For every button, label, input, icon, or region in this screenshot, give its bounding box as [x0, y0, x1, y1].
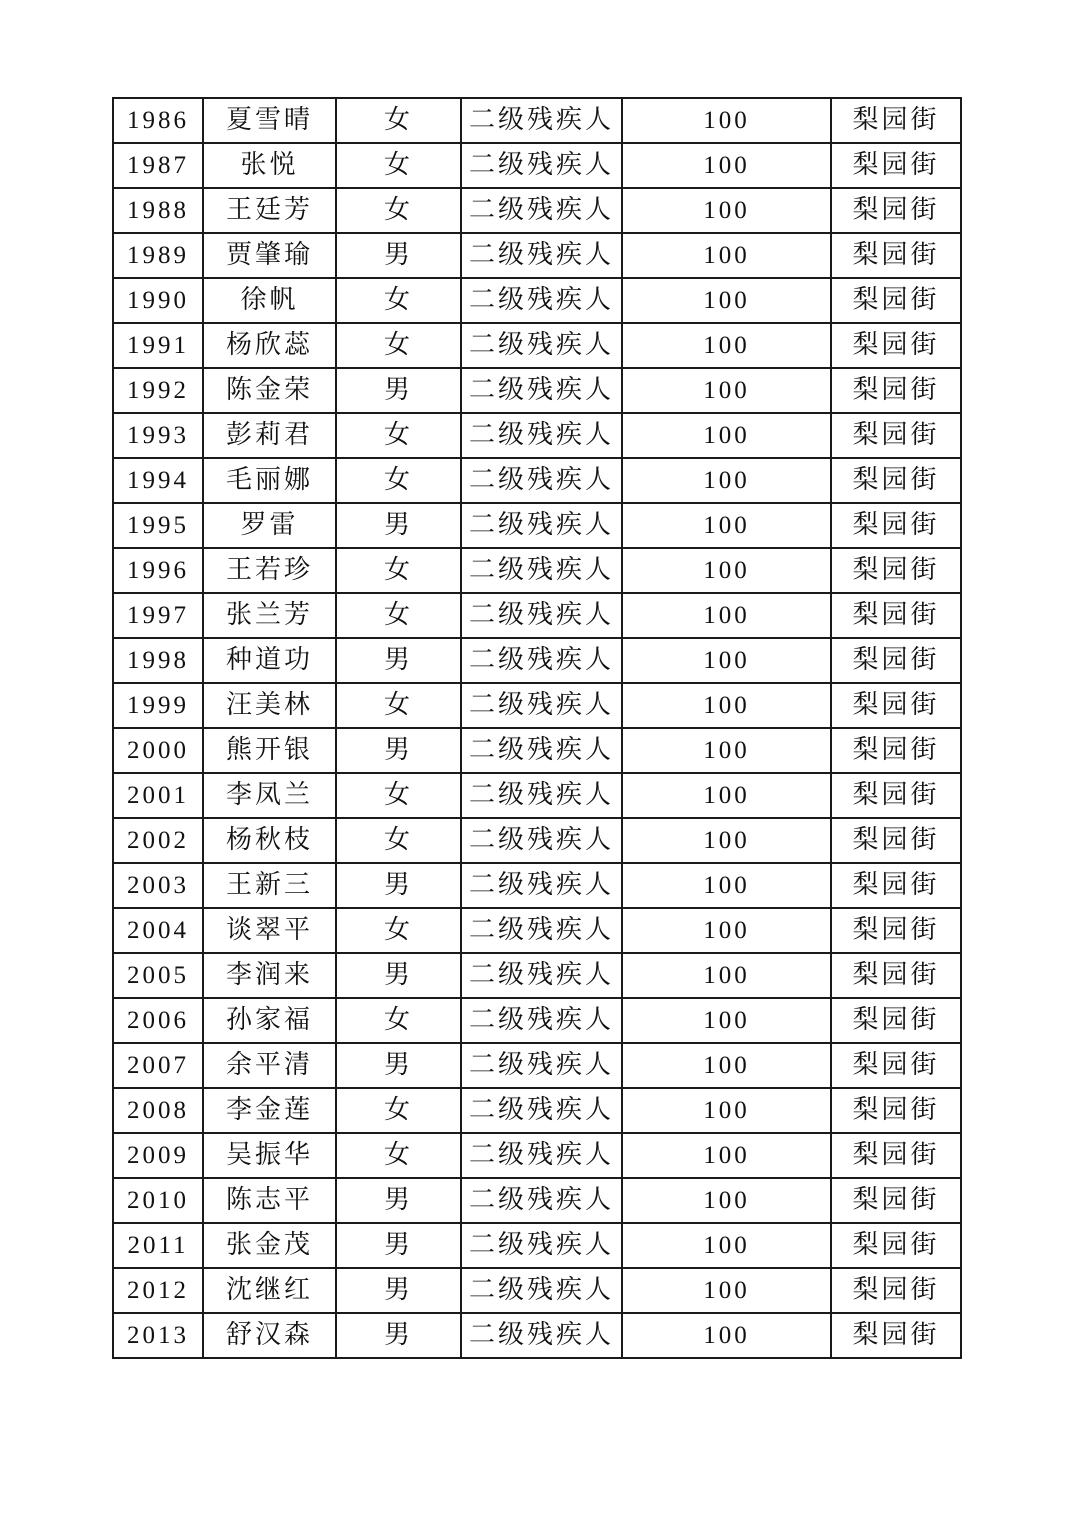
gender-cell: 女: [336, 908, 461, 953]
gender-cell: 女: [336, 98, 461, 143]
table-row: [113, 1223, 961, 1268]
table-row: [113, 323, 961, 368]
name-cell: 陈志平: [203, 1178, 336, 1223]
serial-number-cell: 1989: [113, 233, 203, 278]
serial-number-cell: 1994: [113, 458, 203, 503]
street-cell: 梨园街: [831, 323, 961, 368]
amount-cell: 100: [622, 1178, 831, 1223]
name-cell: 熊开银: [203, 728, 336, 773]
name-cell: 李润来: [203, 953, 336, 998]
street-cell: 梨园街: [831, 368, 961, 413]
table-row: [113, 548, 961, 593]
disability-level-cell: 二级残疾人: [461, 278, 622, 323]
street-cell: 梨园街: [831, 1088, 961, 1133]
serial-number-cell: 2006: [113, 998, 203, 1043]
street-cell: 梨园街: [831, 548, 961, 593]
name-cell: 王廷芳: [203, 188, 336, 233]
street-cell: 梨园街: [831, 1043, 961, 1088]
table-row: [113, 1268, 961, 1313]
amount-cell: 100: [622, 368, 831, 413]
amount-cell: 100: [622, 1313, 831, 1358]
table-row: [113, 1178, 961, 1223]
disability-level-cell: 二级残疾人: [461, 1223, 622, 1268]
disability-level-cell: 二级残疾人: [461, 1178, 622, 1223]
disability-level-cell: 二级残疾人: [461, 188, 622, 233]
name-cell: 舒汉森: [203, 1313, 336, 1358]
table-row: [113, 1313, 961, 1358]
name-cell: 孙家福: [203, 998, 336, 1043]
disability-level-cell: 二级残疾人: [461, 728, 622, 773]
gender-cell: 男: [336, 1223, 461, 1268]
serial-number-cell: 1996: [113, 548, 203, 593]
name-cell: 余平清: [203, 1043, 336, 1088]
serial-number-cell: 2012: [113, 1268, 203, 1313]
disability-level-cell: 二级残疾人: [461, 413, 622, 458]
serial-number-cell: 2004: [113, 908, 203, 953]
street-cell: 梨园街: [831, 98, 961, 143]
amount-cell: 100: [622, 773, 831, 818]
disability-level-cell: 二级残疾人: [461, 1088, 622, 1133]
amount-cell: 100: [622, 1133, 831, 1178]
disability-level-cell: 二级残疾人: [461, 998, 622, 1043]
disability-level-cell: 二级残疾人: [461, 548, 622, 593]
gender-cell: 女: [336, 188, 461, 233]
table-row: [113, 368, 961, 413]
street-cell: 梨园街: [831, 503, 961, 548]
gender-cell: 女: [336, 323, 461, 368]
street-cell: 梨园街: [831, 143, 961, 188]
gender-cell: 女: [336, 998, 461, 1043]
table-row: [113, 593, 961, 638]
name-cell: 徐帆: [203, 278, 336, 323]
amount-cell: 100: [622, 998, 831, 1043]
street-cell: 梨园街: [831, 683, 961, 728]
table-row: [113, 98, 961, 143]
gender-cell: 男: [336, 368, 461, 413]
street-cell: 梨园街: [831, 1178, 961, 1223]
serial-number-cell: 1990: [113, 278, 203, 323]
table-row: [113, 503, 961, 548]
disability-level-cell: 二级残疾人: [461, 143, 622, 188]
serial-number-cell: 2013: [113, 1313, 203, 1358]
amount-cell: 100: [622, 458, 831, 503]
street-cell: 梨园街: [831, 593, 961, 638]
gender-cell: 女: [336, 548, 461, 593]
disability-level-cell: 二级残疾人: [461, 503, 622, 548]
street-cell: 梨园街: [831, 863, 961, 908]
gender-cell: 女: [336, 1133, 461, 1178]
name-cell: 谈翠平: [203, 908, 336, 953]
table-row: [113, 773, 961, 818]
table-row: [113, 458, 961, 503]
gender-cell: 男: [336, 728, 461, 773]
street-cell: 梨园街: [831, 233, 961, 278]
serial-number-cell: 2008: [113, 1088, 203, 1133]
table-body: [113, 98, 961, 1358]
disability-level-cell: 二级残疾人: [461, 1133, 622, 1178]
name-cell: 张金茂: [203, 1223, 336, 1268]
name-cell: 毛丽娜: [203, 458, 336, 503]
gender-cell: 女: [336, 593, 461, 638]
gender-cell: 男: [336, 1313, 461, 1358]
table-row: [113, 1043, 961, 1088]
table-row: [113, 278, 961, 323]
street-cell: 梨园街: [831, 638, 961, 683]
gender-cell: 男: [336, 953, 461, 998]
table-row: [113, 638, 961, 683]
disability-level-cell: 二级残疾人: [461, 638, 622, 683]
disability-level-cell: 二级残疾人: [461, 458, 622, 503]
gender-cell: 男: [336, 503, 461, 548]
serial-number-cell: 2009: [113, 1133, 203, 1178]
amount-cell: 100: [622, 1223, 831, 1268]
name-cell: 贾肇瑜: [203, 233, 336, 278]
name-cell: 吴振华: [203, 1133, 336, 1178]
serial-number-cell: 1988: [113, 188, 203, 233]
name-cell: 杨秋枝: [203, 818, 336, 863]
street-cell: 梨园街: [831, 773, 961, 818]
table-row: [113, 188, 961, 233]
amount-cell: 100: [622, 818, 831, 863]
amount-cell: 100: [622, 548, 831, 593]
gender-cell: 女: [336, 773, 461, 818]
name-cell: 杨欣蕊: [203, 323, 336, 368]
gender-cell: 女: [336, 818, 461, 863]
street-cell: 梨园街: [831, 998, 961, 1043]
table-row: [113, 953, 961, 998]
gender-cell: 男: [336, 638, 461, 683]
serial-number-cell: 2003: [113, 863, 203, 908]
table-row: [113, 143, 961, 188]
table-row: [113, 1133, 961, 1178]
disability-level-cell: 二级残疾人: [461, 98, 622, 143]
name-cell: 沈继红: [203, 1268, 336, 1313]
serial-number-cell: 1992: [113, 368, 203, 413]
amount-cell: 100: [622, 638, 831, 683]
amount-cell: 100: [622, 908, 831, 953]
disability-level-cell: 二级残疾人: [461, 818, 622, 863]
disability-level-cell: 二级残疾人: [461, 593, 622, 638]
amount-cell: 100: [622, 188, 831, 233]
disability-level-cell: 二级残疾人: [461, 323, 622, 368]
amount-cell: 100: [622, 863, 831, 908]
serial-number-cell: 1991: [113, 323, 203, 368]
disability-level-cell: 二级残疾人: [461, 908, 622, 953]
street-cell: 梨园街: [831, 1223, 961, 1268]
street-cell: 梨园街: [831, 818, 961, 863]
name-cell: 张悦: [203, 143, 336, 188]
gender-cell: 男: [336, 863, 461, 908]
disability-level-cell: 二级残疾人: [461, 773, 622, 818]
table-row: [113, 728, 961, 773]
name-cell: 罗雷: [203, 503, 336, 548]
table-row: [113, 863, 961, 908]
disability-level-cell: 二级残疾人: [461, 233, 622, 278]
amount-cell: 100: [622, 278, 831, 323]
disability-level-cell: 二级残疾人: [461, 368, 622, 413]
table-row: [113, 413, 961, 458]
street-cell: 梨园街: [831, 1268, 961, 1313]
name-cell: 汪美林: [203, 683, 336, 728]
name-cell: 王新三: [203, 863, 336, 908]
serial-number-cell: 1995: [113, 503, 203, 548]
gender-cell: 女: [336, 458, 461, 503]
amount-cell: 100: [622, 683, 831, 728]
serial-number-cell: 2001: [113, 773, 203, 818]
serial-number-cell: 1997: [113, 593, 203, 638]
table-row: [113, 908, 961, 953]
table-row: [113, 998, 961, 1043]
name-cell: 陈金荣: [203, 368, 336, 413]
name-cell: 王若珍: [203, 548, 336, 593]
table-row: [113, 818, 961, 863]
amount-cell: 100: [622, 728, 831, 773]
serial-number-cell: 2011: [113, 1223, 203, 1268]
name-cell: 张兰芳: [203, 593, 336, 638]
serial-number-cell: 1999: [113, 683, 203, 728]
serial-number-cell: 2005: [113, 953, 203, 998]
serial-number-cell: 2007: [113, 1043, 203, 1088]
amount-cell: 100: [622, 143, 831, 188]
table-row: [113, 233, 961, 278]
amount-cell: 100: [622, 1088, 831, 1133]
gender-cell: 男: [336, 233, 461, 278]
name-cell: 彭莉君: [203, 413, 336, 458]
street-cell: 梨园街: [831, 188, 961, 233]
gender-cell: 男: [336, 1178, 461, 1223]
disability-level-cell: 二级残疾人: [461, 953, 622, 998]
table-row: [113, 683, 961, 728]
amount-cell: 100: [622, 98, 831, 143]
disability-level-cell: 二级残疾人: [461, 1268, 622, 1313]
street-cell: 梨园街: [831, 953, 961, 998]
amount-cell: 100: [622, 953, 831, 998]
disability-level-cell: 二级残疾人: [461, 1313, 622, 1358]
street-cell: 梨园街: [831, 728, 961, 773]
gender-cell: 男: [336, 1268, 461, 1313]
table-row: [113, 1088, 961, 1133]
name-cell: 李金莲: [203, 1088, 336, 1133]
disability-level-cell: 二级残疾人: [461, 683, 622, 728]
serial-number-cell: 1987: [113, 143, 203, 188]
subsidy-table-container: [112, 97, 960, 1359]
name-cell: 种道功: [203, 638, 336, 683]
street-cell: 梨园街: [831, 278, 961, 323]
amount-cell: 100: [622, 1043, 831, 1088]
subsidy-table: [112, 97, 962, 1359]
amount-cell: 100: [622, 503, 831, 548]
serial-number-cell: 2002: [113, 818, 203, 863]
gender-cell: 女: [336, 143, 461, 188]
gender-cell: 女: [336, 683, 461, 728]
gender-cell: 女: [336, 413, 461, 458]
street-cell: 梨园街: [831, 413, 961, 458]
serial-number-cell: 1998: [113, 638, 203, 683]
street-cell: 梨园街: [831, 458, 961, 503]
serial-number-cell: 2010: [113, 1178, 203, 1223]
street-cell: 梨园街: [831, 1133, 961, 1178]
amount-cell: 100: [622, 1268, 831, 1313]
street-cell: 梨园街: [831, 1313, 961, 1358]
serial-number-cell: 1993: [113, 413, 203, 458]
name-cell: 李凤兰: [203, 773, 336, 818]
amount-cell: 100: [622, 413, 831, 458]
serial-number-cell: 2000: [113, 728, 203, 773]
serial-number-cell: 1986: [113, 98, 203, 143]
disability-level-cell: 二级残疾人: [461, 863, 622, 908]
name-cell: 夏雪晴: [203, 98, 336, 143]
amount-cell: 100: [622, 593, 831, 638]
disability-level-cell: 二级残疾人: [461, 1043, 622, 1088]
gender-cell: 女: [336, 278, 461, 323]
street-cell: 梨园街: [831, 908, 961, 953]
amount-cell: 100: [622, 233, 831, 278]
gender-cell: 男: [336, 1043, 461, 1088]
amount-cell: 100: [622, 323, 831, 368]
gender-cell: 女: [336, 1088, 461, 1133]
